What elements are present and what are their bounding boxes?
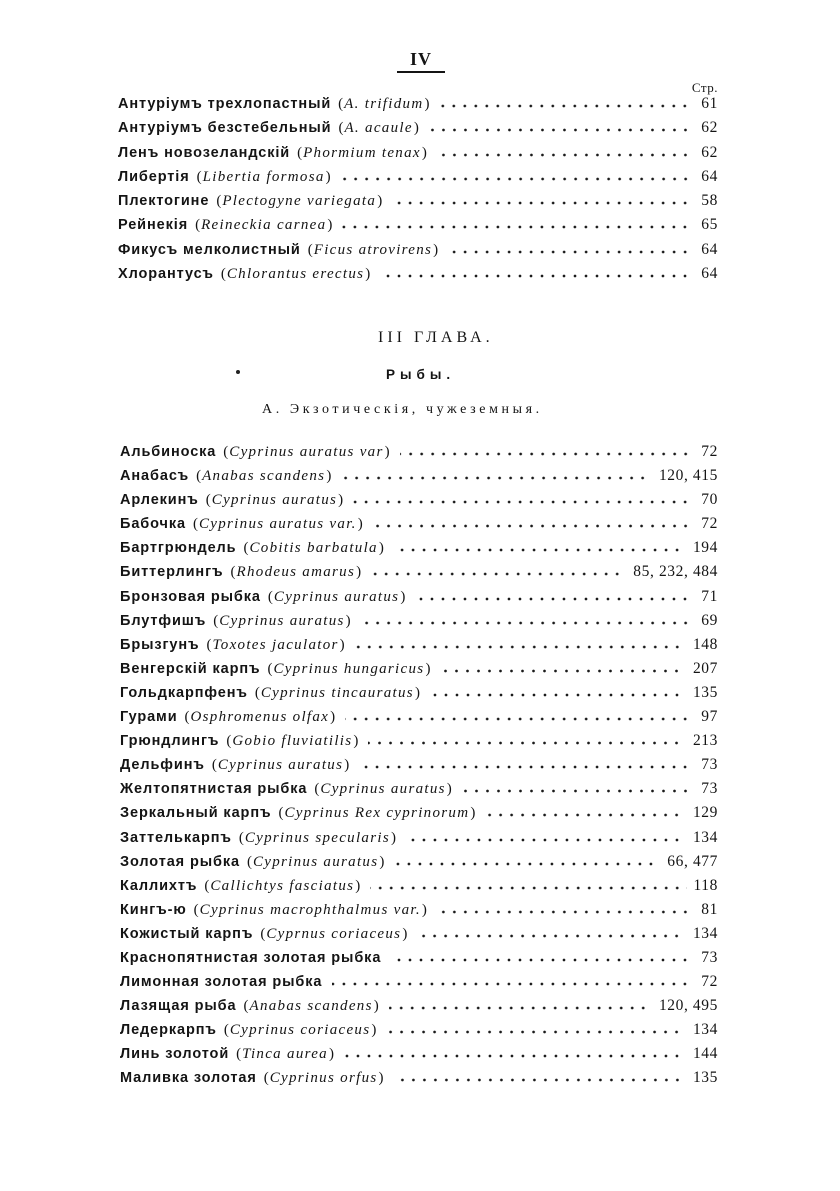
entry-latin-parenthetical (243, 536, 383, 560)
entry-latin-parenthetical (224, 1018, 376, 1042)
entry-latin-parenthetical (268, 585, 405, 609)
entry-name: Венгерскій карпъ (120, 660, 261, 677)
entry-latin-parenthetical (185, 705, 336, 729)
entry-latin-name: Rhodeus amarus (236, 564, 356, 581)
entry-latin-parenthetical (197, 165, 331, 189)
entry-name: Желтопятнистая рыбка (120, 781, 308, 798)
dot-leader (415, 597, 694, 601)
entry-latin-name: Callichtys fasciatus (210, 877, 355, 894)
dot-leader (359, 765, 694, 769)
entry-page-numbers: 207 (692, 659, 718, 677)
dot-leader (371, 572, 626, 576)
index-entry (120, 777, 718, 801)
dot-leader (437, 910, 694, 914)
entry-name: Ледеркарпъ (120, 1022, 217, 1039)
entry-latin-parenthetical (260, 922, 407, 946)
entry-latin-name: Cyprinus specularis (244, 829, 390, 846)
dot-leader (391, 958, 694, 962)
entry-page-numbers: 72 (701, 515, 718, 533)
entry-latin-name: Cyprinus auratus (273, 588, 400, 605)
entry-page-numbers: 73 (701, 780, 718, 798)
entry-latin-parenthetical (226, 729, 358, 753)
entry-name: Маливка золотая (120, 1070, 257, 1087)
entry-latin-parenthetical (338, 116, 418, 140)
entry-page-numbers: 73 (701, 948, 718, 966)
index-entry (120, 657, 718, 681)
entry-page-numbers: 81 (701, 900, 718, 918)
index-entry (120, 1042, 718, 1066)
index-entry (118, 141, 718, 165)
entry-name: Золотая рыбка (120, 853, 240, 870)
entry-latin-name: Cyprinus orfus (269, 1070, 378, 1087)
dot-leader (341, 177, 695, 181)
index-entry (120, 850, 718, 874)
dot-leader (341, 476, 652, 480)
index-entry (120, 681, 718, 705)
entry-name: Плектогине (118, 193, 210, 210)
entry-name: Альбиноска (120, 444, 217, 460)
index-entry (120, 488, 718, 512)
index-entry (118, 262, 718, 286)
index-entry (120, 440, 718, 464)
index-entry (120, 826, 718, 850)
dot-leader (386, 1030, 686, 1034)
entry-page-numbers: 135 (692, 1069, 718, 1087)
page-numeral: IV (409, 49, 432, 69)
entry-latin-name: Cyprinus auratus (320, 781, 446, 798)
section-heading: А. Экзотическія, чужеземныя. (262, 402, 543, 417)
dot-leader (370, 886, 686, 890)
entry-name: Антуріумъ безстебельный (118, 120, 332, 137)
entry-latin-name: Cyprinus Rex cyprinorum (284, 805, 470, 822)
entry-name: Ленъ новозеландскій (118, 144, 291, 161)
entry-page-numbers: 66, 477 (667, 852, 718, 870)
entry-name: Фикусъ мелколистный (118, 241, 301, 258)
entry-latin-name: Cyprinus hungaricus (273, 660, 425, 677)
numeral-underline (397, 71, 445, 73)
entry-name: Бронзовая рыбка (120, 588, 261, 605)
entry-page-numbers: 62 (701, 119, 718, 137)
index-entry (120, 585, 718, 609)
entry-page-numbers: 62 (701, 143, 718, 161)
index-entry (120, 898, 718, 922)
entry-latin-name: A. acaule (344, 120, 413, 137)
entry-latin-parenthetical (255, 681, 420, 705)
entry-latin-name: Cobitis barbatula (249, 540, 378, 557)
index-entry (118, 116, 718, 140)
dot-leader (394, 862, 660, 866)
index-entry (120, 1066, 718, 1090)
entry-name: Блутфишъ (120, 612, 207, 629)
entry-name: Бабочка (120, 516, 186, 533)
dot-leader (394, 1078, 686, 1082)
entry-name: Рейнекія (118, 217, 189, 234)
index-list-top (118, 92, 718, 286)
entry-latin-name: A. trifidum (344, 96, 424, 112)
dot-leader (332, 982, 694, 986)
entry-name: Биттерлингъ (120, 564, 224, 581)
entry-page-numbers: 72 (701, 443, 718, 460)
entry-latin-parenthetical (278, 801, 475, 825)
entry-latin-name: Plectogyne variegata (222, 193, 377, 210)
entry-name: Антуріумъ трехлопастный (118, 96, 332, 112)
entry-latin-parenthetical (207, 633, 345, 657)
entry-latin-name: Cyprinus auratus var. (198, 516, 357, 533)
entry-page-numbers: 73 (701, 756, 718, 774)
entry-name: Хлорантусъ (118, 266, 214, 283)
entry-latin-name: Anabas scandens (202, 468, 326, 485)
index-entry (118, 213, 718, 237)
entry-latin-name: Cyprinus auratus (219, 612, 345, 629)
index-entry (118, 92, 718, 116)
index-entry (118, 238, 718, 262)
entry-page-numbers: 148 (692, 635, 718, 653)
entry-name: Гурами (120, 709, 178, 726)
entry-name: Грюндлингъ (120, 733, 220, 750)
entry-name: Бартгрюндель (120, 540, 237, 557)
dot-leader (439, 104, 694, 108)
dot-leader (394, 548, 686, 552)
entry-latin-name: Cyprinus auratus (211, 492, 338, 509)
entry-page-numbers: 213 (692, 732, 718, 750)
entry-latin-parenthetical (212, 753, 349, 777)
chapter-title: III ГЛАВА. (378, 329, 494, 346)
dot-leader (355, 645, 686, 649)
entry-name: Лимонная золотая рыбка (120, 974, 323, 991)
entry-page-numbers: 134 (692, 1021, 718, 1039)
entry-name: Каллихтъ (120, 877, 198, 894)
entry-name: Либертія (118, 168, 190, 185)
dot-leader (437, 153, 694, 157)
entry-latin-name: Anabas scandens (249, 998, 373, 1015)
entry-latin-name: Cyprinus auratus var (229, 444, 384, 460)
entry-latin-parenthetical (297, 141, 427, 165)
entry-latin-name: Reineckia carnea (201, 217, 327, 234)
index-entry (120, 994, 718, 1018)
entry-latin-name: Tinca aurea (242, 1046, 328, 1063)
entry-latin-parenthetical (194, 898, 427, 922)
index-entry (120, 609, 718, 633)
entry-page-numbers: 69 (701, 611, 718, 629)
entry-latin-parenthetical (195, 213, 332, 237)
entry-name: Краснопятнистая золотая рыбка (120, 949, 382, 966)
dot-leader (353, 500, 694, 504)
entry-latin-name: Cyprnus coriaceus (266, 925, 402, 942)
entry-page-numbers: 144 (692, 1045, 718, 1063)
entry-page-numbers: 134 (692, 828, 718, 846)
index-entry (120, 801, 718, 825)
entry-latin-name: Cyprinus tincauratus (260, 684, 414, 701)
entry-latin-parenthetical (213, 609, 350, 633)
entry-latin-name: Gobio fluviatilis (232, 733, 353, 750)
entry-latin-name: Cyprinus macrophthalmus var. (199, 901, 421, 918)
dot-leader (345, 717, 694, 721)
entry-page-numbers: 70 (701, 491, 718, 509)
entry-name: Заттелькарпъ (120, 829, 232, 846)
entry-name: Лазящая рыба (120, 998, 237, 1015)
index-entry (120, 753, 718, 777)
dot-leader (368, 741, 686, 745)
entry-latin-parenthetical (267, 657, 430, 681)
entry-page-numbers: 97 (701, 708, 718, 726)
dot-leader (400, 452, 695, 456)
entry-latin-name: Ficus atrovirens (313, 241, 433, 258)
entry-latin-parenthetical (204, 874, 360, 898)
dot-leader (344, 1054, 686, 1058)
entry-name: Дельфинъ (120, 757, 205, 774)
entry-page-numbers: 129 (692, 804, 718, 822)
entry-page-numbers: 118 (693, 876, 718, 894)
entry-latin-parenthetical (247, 850, 384, 874)
index-entry (118, 189, 718, 213)
entry-latin-parenthetical (196, 464, 331, 488)
entry-page-numbers: 61 (701, 95, 718, 112)
index-entry (120, 633, 718, 657)
index-entry (120, 946, 718, 970)
entry-latin-parenthetical (338, 92, 429, 116)
dot-leader (430, 693, 686, 697)
entry-latin-parenthetical (308, 238, 438, 262)
entry-name: Арлекинъ (120, 492, 199, 509)
entry-page-numbers: 85, 232, 484 (633, 563, 718, 581)
entry-name: Зеркальный карпъ (120, 805, 272, 822)
entry-latin-parenthetical (264, 1066, 384, 1090)
entry-latin-parenthetical (243, 994, 378, 1018)
dot-leader (389, 1006, 652, 1010)
index-entry (120, 560, 718, 584)
entry-page-numbers: 71 (701, 587, 718, 605)
index-entry (120, 1018, 718, 1042)
entry-latin-name: Toxotes jaculator (212, 636, 339, 653)
dot-leader (440, 669, 686, 673)
page-column-label: Стр. (691, 80, 718, 95)
entry-page-numbers: 65 (701, 216, 718, 234)
index-entry (120, 970, 718, 994)
entry-latin-parenthetical (239, 826, 396, 850)
dot-leader (429, 128, 694, 132)
entry-page-numbers: 134 (692, 924, 718, 942)
dot-leader (380, 274, 694, 278)
entry-latin-name: Libertia formosa (202, 168, 325, 185)
entry-latin-name: Osphromenus olfax (190, 709, 330, 726)
index-entry (120, 705, 718, 729)
entry-name: Анабасъ (120, 468, 190, 485)
entry-page-numbers: 194 (692, 539, 718, 557)
dot-leader (417, 934, 686, 938)
dot-leader (342, 225, 694, 229)
entry-latin-name: Cyprinus auratus (217, 757, 344, 774)
entry-page-numbers: 64 (701, 265, 718, 283)
dot-leader (406, 838, 686, 842)
dot-leader (448, 250, 694, 254)
entry-latin-parenthetical (193, 512, 363, 536)
entry-name: Кожистый карпъ (120, 925, 254, 942)
entry-latin-name: Phormium tenax (303, 144, 421, 161)
index-list-chapter (120, 440, 718, 1091)
dot-leader (392, 201, 694, 205)
stray-mark (236, 370, 240, 374)
entry-latin-parenthetical (221, 262, 370, 286)
dot-leader (462, 789, 695, 793)
entry-page-numbers: 135 (692, 683, 718, 701)
entry-latin-name: Chlorantus erectus (226, 266, 365, 283)
entry-page-numbers: 64 (701, 167, 718, 185)
dot-leader (485, 813, 686, 817)
entry-latin-parenthetical (216, 189, 382, 213)
index-entry (120, 464, 718, 488)
entry-page-numbers: 64 (701, 240, 718, 258)
entry-page-numbers: 58 (701, 192, 718, 210)
entry-latin-parenthetical (223, 440, 389, 464)
entry-name: Кингъ-ю (120, 901, 187, 918)
entry-latin-parenthetical (231, 560, 362, 584)
entry-latin-parenthetical (236, 1042, 334, 1066)
index-entry (120, 729, 718, 753)
index-entry (120, 922, 718, 946)
index-entry (118, 165, 718, 189)
entry-latin-name: Cyprinus coriaceus (229, 1022, 371, 1039)
index-entry (120, 874, 718, 898)
entry-page-numbers: 72 (701, 973, 718, 991)
entry-latin-parenthetical (314, 777, 451, 801)
entry-page-numbers: 120, 415 (658, 467, 718, 485)
index-entry (120, 512, 718, 536)
entry-name: Брызгунъ (120, 636, 200, 653)
index-entry (120, 536, 718, 560)
entry-name: Гольдкарпфенъ (120, 684, 248, 701)
dot-leader (361, 621, 695, 625)
entry-latin-name: Cyprinus auratus (252, 853, 379, 870)
entry-name: Линь золотой (120, 1046, 230, 1063)
chapter-subject: Рыбы. (386, 367, 456, 382)
dot-leader (373, 524, 695, 528)
entry-page-numbers: 120, 495 (658, 997, 718, 1015)
entry-latin-parenthetical (206, 488, 343, 512)
